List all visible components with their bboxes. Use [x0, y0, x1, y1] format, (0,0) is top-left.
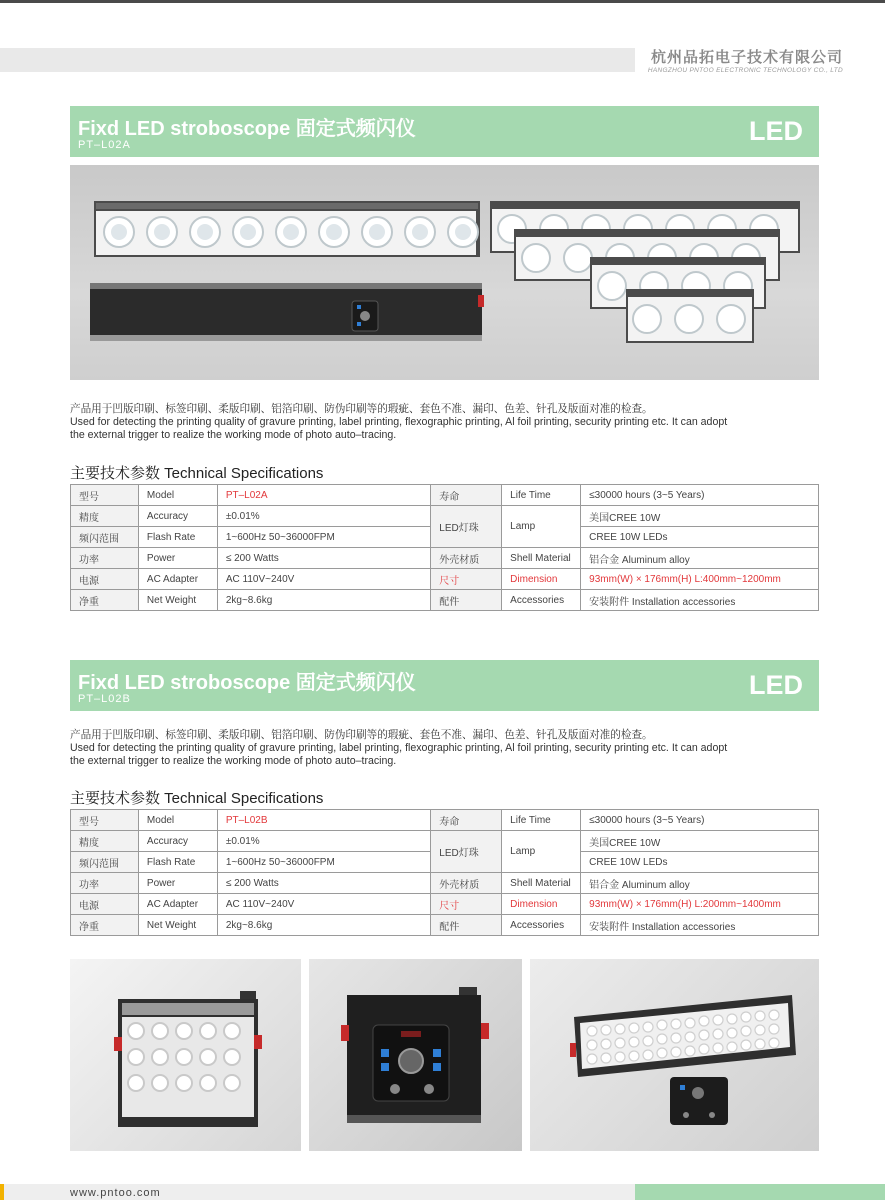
section2-spec-title: 主要技术参数 Technical Specifications [70, 790, 324, 807]
spec-label-cn: 配件 [431, 915, 502, 936]
spec-label-en: Model [138, 810, 217, 831]
product-photo-back [309, 959, 522, 1151]
spec-label-en: Dimension [502, 894, 581, 915]
section1-desc-cn: 产品用于凹版印刷、标签印刷、柔版印刷、铝箔印刷、防伪印刷等的瑕疵、套色不准、漏印、色差、针孔及版面对准的检查。 [70, 403, 653, 415]
spec-label-en: Net Weight [138, 590, 217, 611]
company-name-cn: 杭州品拓电子技术有限公司 [650, 49, 843, 66]
spec-label-en: Accuracy [138, 506, 217, 527]
spec-label-en: Life Time [502, 810, 581, 831]
spec-label-cn: 电源 [71, 569, 139, 590]
top-rule [0, 0, 885, 3]
spec-value: ≤ 200 Watts [217, 873, 430, 894]
spec-label-en: Shell Material [502, 548, 581, 569]
spec-label-en: Flash Rate [138, 527, 217, 548]
spec-value: 93mm(W) × 176mm(H) L:200mm~1400mm [581, 894, 819, 915]
spec-value: PT–L02A [217, 485, 430, 506]
spec-label-cn: 净重 [71, 590, 139, 611]
spec-label-cn: 频闪范围 [71, 527, 139, 548]
footer-edge-mark [0, 1184, 4, 1200]
spec-label-en: Lamp [502, 506, 581, 548]
spec-value: 美国CREE 10W [581, 831, 819, 852]
spec-label-cn: 尺寸 [431, 894, 502, 915]
spec-label-en: Power [138, 548, 217, 569]
spec-value: 铝合金 Aluminum alloy [581, 548, 819, 569]
table-row [71, 915, 819, 936]
spec-value: ≤ 200 Watts [217, 548, 430, 569]
spec-label-en: Lamp [502, 831, 581, 873]
section2-desc-cn: 产品用于凹版印刷、标签印刷、柔版印刷、铝箔印刷、防伪印刷等的瑕疵、套色不准、漏印、色差、针孔及版面对准的检查。 [70, 729, 653, 741]
spec-label-en: Power [138, 873, 217, 894]
spec-label-en: Flash Rate [138, 852, 217, 873]
company-header [648, 46, 843, 74]
spec-label-cn: 电源 [71, 894, 139, 915]
section1-banner [70, 106, 819, 157]
spec-label-cn: 配件 [431, 590, 502, 611]
section2-spec-table [70, 809, 819, 936]
table-row [71, 810, 819, 831]
table-row [71, 873, 819, 894]
spec-value: ≤30000 hours (3~5 Years) [581, 485, 819, 506]
spec-label-cn: 外壳材质 [431, 873, 502, 894]
section1-description [70, 403, 830, 442]
spec-label-cn: 外壳材质 [431, 548, 502, 569]
spec-value: 安装附件 Installation accessories [581, 915, 819, 936]
section2-banner [70, 660, 819, 711]
spec-label-en: Shell Material [502, 873, 581, 894]
spec-value: PT–L02B [217, 810, 430, 831]
table-row [71, 894, 819, 915]
spec-label-en: Dimension [502, 569, 581, 590]
spec-value: AC 110V~240V [217, 894, 430, 915]
table-row [71, 506, 819, 527]
section2-model: PT–L02B [78, 693, 131, 705]
product-photo-with-controller [530, 959, 819, 1151]
header-bar [0, 48, 635, 72]
section2-desc-en1: Used for detecting the printing quality of gravure printing, label printing, flexographic printing, Al foil printing, security printing etc. It can adopt [70, 742, 728, 754]
spec-label-cn: 功率 [71, 548, 139, 569]
spec-value: 铝合金 Aluminum alloy [581, 873, 819, 894]
spec-value: ≤30000 hours (3~5 Years) [581, 810, 819, 831]
section1-title: Fixd LED stroboscope 固定式频闪仪 [78, 118, 416, 140]
spec-label-cn: 寿命 [431, 485, 502, 506]
footer-accent [635, 1184, 885, 1200]
spec-value: 93mm(W) × 176mm(H) L:400mm~1200mm [581, 569, 819, 590]
spec-value: 2kg~8.6kg [217, 915, 430, 936]
spec-value: CREE 10W LEDs [581, 852, 819, 873]
section2-title: Fixd LED stroboscope 固定式频闪仪 [78, 672, 416, 694]
section2-led-tag: LED [749, 670, 803, 700]
spec-label-cn: 型号 [71, 485, 139, 506]
spec-label-cn: 功率 [71, 873, 139, 894]
spec-label-en: Accuracy [138, 831, 217, 852]
spec-label-cn: LED灯珠 [431, 831, 502, 873]
product-photo-front [70, 959, 301, 1151]
section1-desc-en1: Used for detecting the printing quality of gravure printing, label printing, flexographic printing, Al foil printing, security printing etc. It can adopt [70, 416, 728, 428]
spec-label-cn: 型号 [71, 810, 139, 831]
section1-spec-title: 主要技术参数 Technical Specifications [70, 465, 324, 482]
section1-model: PT–L02A [78, 139, 131, 151]
spec-value: 美国CREE 10W [581, 506, 819, 527]
table-row [71, 548, 819, 569]
spec-label-en: Life Time [502, 485, 581, 506]
website-link[interactable]: www.pntoo.com [70, 1187, 161, 1199]
spec-label-en: AC Adapter [138, 894, 217, 915]
section1-spec-table [70, 484, 819, 611]
spec-label-en: Accessories [502, 590, 581, 611]
spec-value: 2kg~8.6kg [217, 590, 430, 611]
section2-desc-en2: the external trigger to realize the working mode of photo auto–tracing. [70, 755, 397, 767]
table-row [71, 569, 819, 590]
spec-label-cn: 寿命 [431, 810, 502, 831]
spec-label-en: AC Adapter [138, 569, 217, 590]
spec-label-cn: 净重 [71, 915, 139, 936]
spec-label-en: Accessories [502, 915, 581, 936]
spec-label-cn: 频闪范围 [71, 852, 139, 873]
table-row [71, 590, 819, 611]
table-row [71, 831, 819, 852]
table-row [71, 485, 819, 506]
spec-value: ±0.01% [217, 831, 430, 852]
spec-value: AC 110V~240V [217, 569, 430, 590]
spec-value: 1~600Hz 50~36000FPM [217, 852, 430, 873]
product-photo-l02a [70, 165, 819, 380]
spec-label-cn: 精度 [71, 831, 139, 852]
spec-label-cn: 精度 [71, 506, 139, 527]
spec-label-cn: LED灯珠 [431, 506, 502, 548]
spec-label-en: Model [138, 485, 217, 506]
spec-label-cn: 尺寸 [431, 569, 502, 590]
section2-description [70, 729, 830, 768]
section1-led-tag: LED [749, 116, 803, 146]
section1-desc-en2: the external trigger to realize the working mode of photo auto–tracing. [70, 429, 397, 441]
spec-value: CREE 10W LEDs [581, 527, 819, 548]
spec-label-en: Net Weight [138, 915, 217, 936]
company-name-en: HANGZHOU PNTOO ELECTRONIC TECHNOLOGY CO., LTD [647, 67, 843, 74]
spec-value: 安装附件 Installation accessories [581, 590, 819, 611]
spec-value: ±0.01% [217, 506, 430, 527]
spec-value: 1~600Hz 50~36000FPM [217, 527, 430, 548]
